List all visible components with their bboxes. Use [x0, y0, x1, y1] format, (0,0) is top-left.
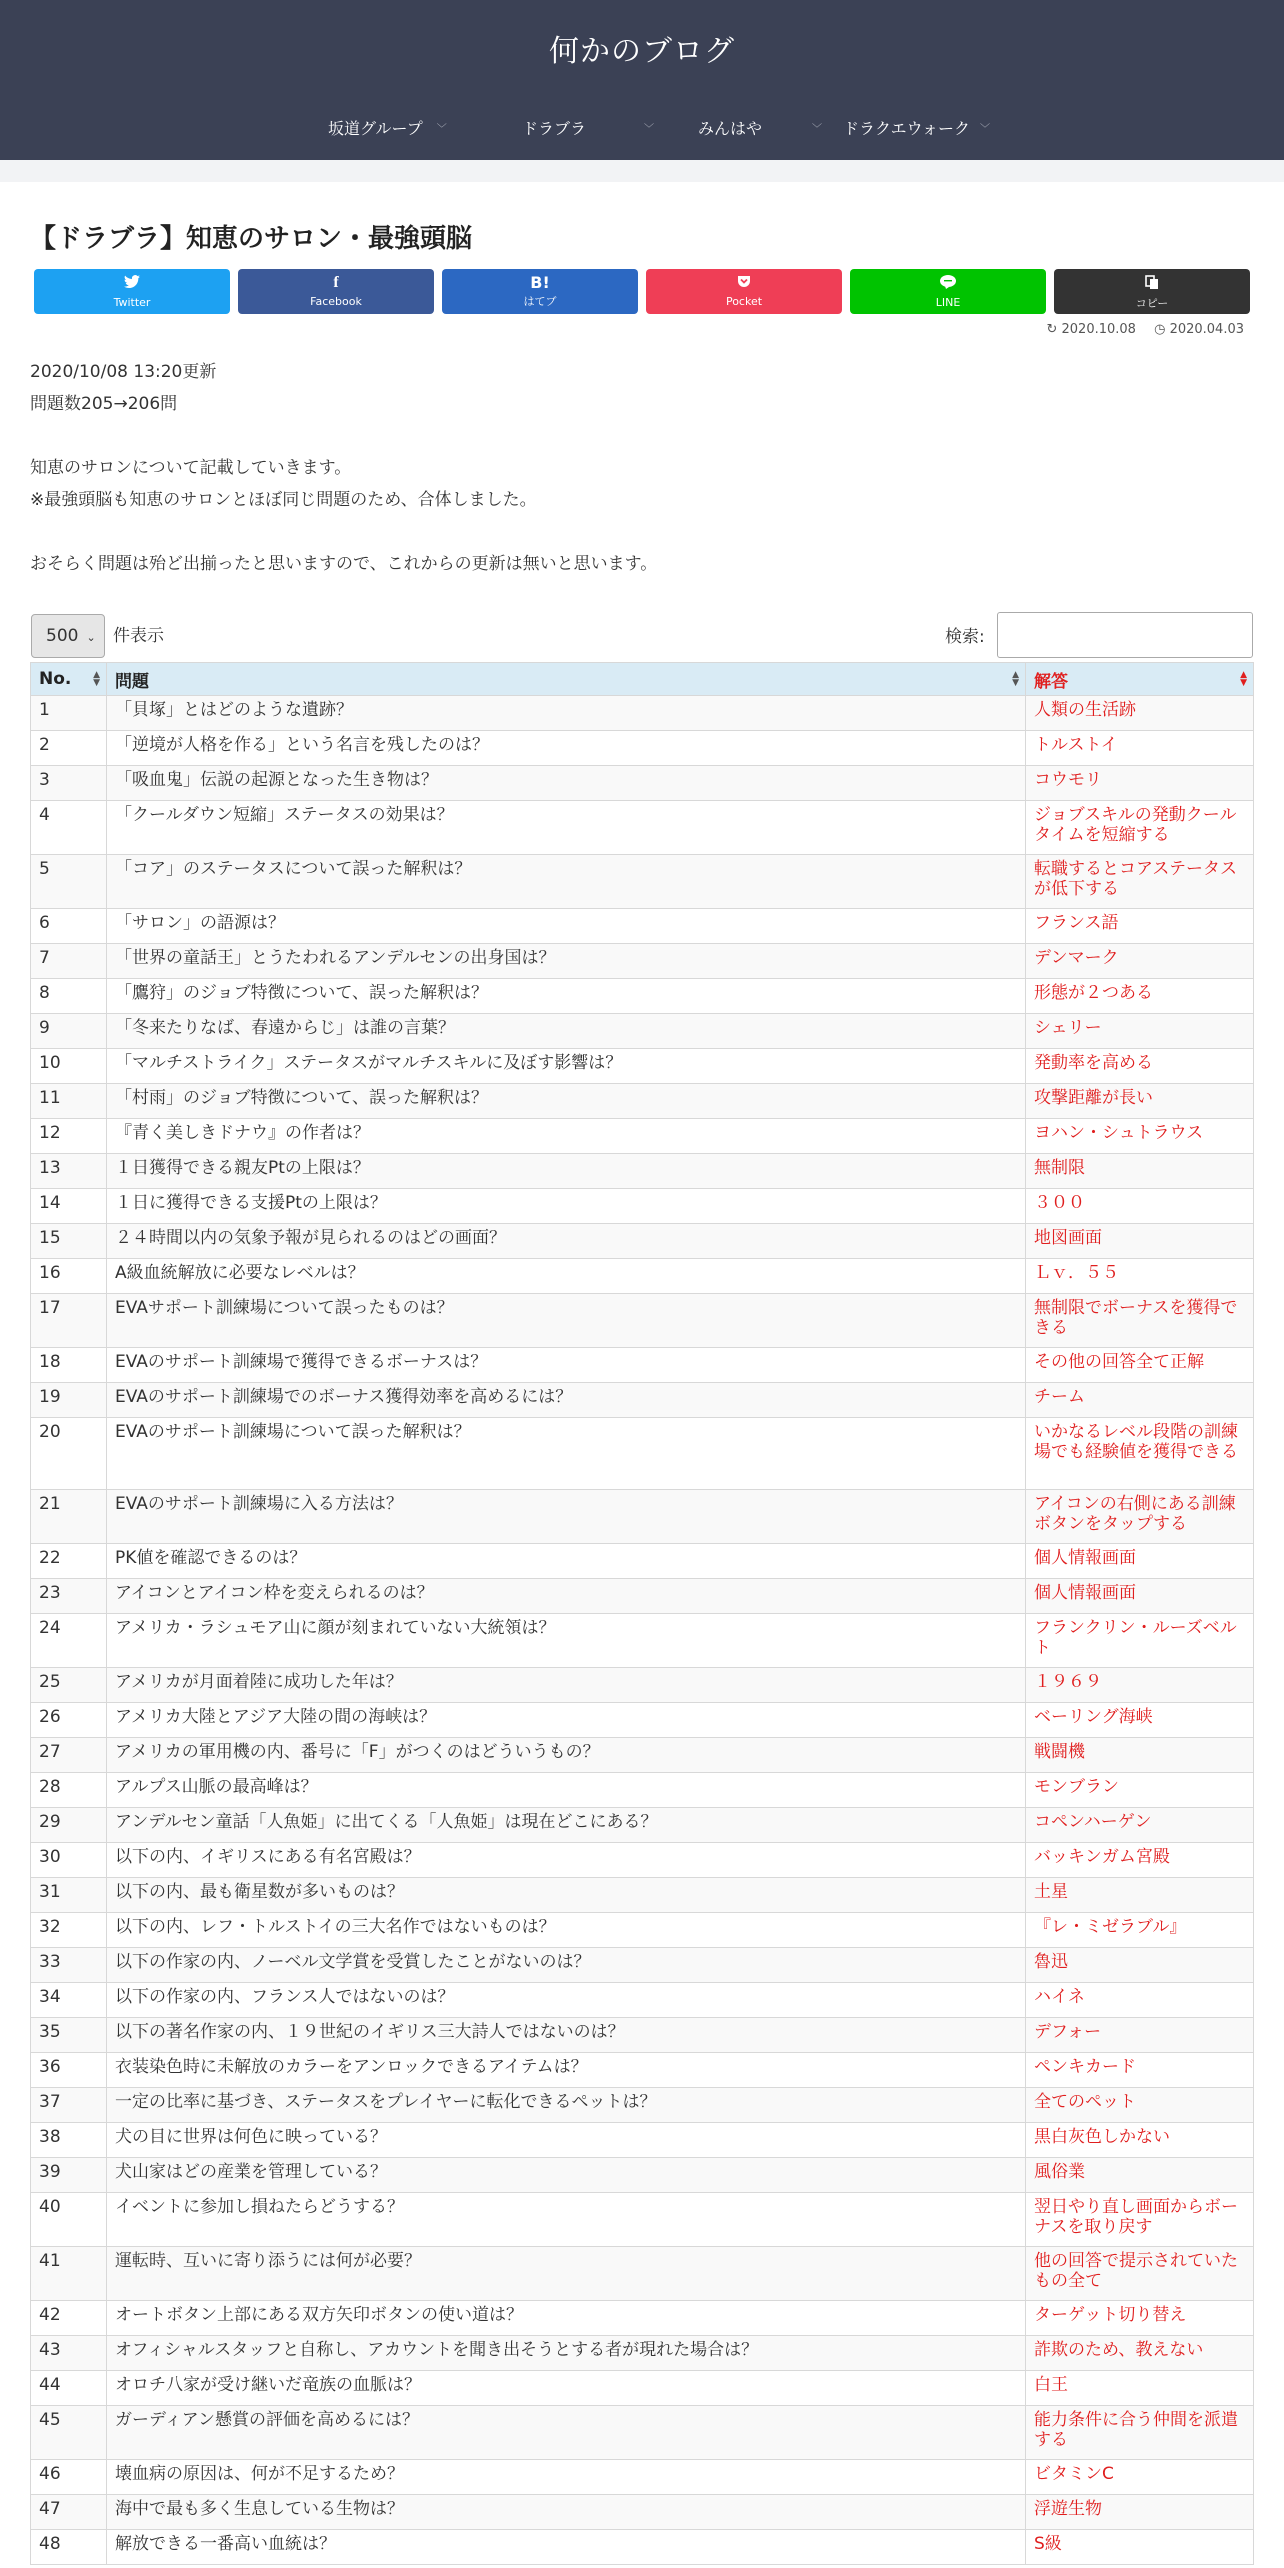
cell-answer: ペンキカード [1026, 2053, 1254, 2088]
cell-no: 11 [31, 1084, 107, 1119]
cell-answer: 黒白灰色しかない [1026, 2123, 1254, 2158]
post-title: 【ドラブラ】知恵のサロン・最強頭脳 [30, 224, 473, 254]
copy-icon [1054, 275, 1250, 293]
table-row [31, 1773, 1254, 1808]
sort-icon: ▲ ▼ [1240, 670, 1247, 688]
cell-question: 「サロン」の語源は？ [107, 909, 1026, 944]
cell-question: 「マルチストライク」ステータスがマルチスキルに及ぼす影響は？ [107, 1049, 1026, 1084]
table-row [31, 2193, 1254, 2247]
cell-no: 21 [31, 1490, 107, 1544]
hatena-icon: B! [530, 273, 550, 292]
cell-no: 29 [31, 1808, 107, 1843]
table-row [31, 2247, 1254, 2301]
cell-no: 36 [31, 2053, 107, 2088]
cell-no: 3 [31, 766, 107, 801]
chevron-down-icon: ﹀ [644, 124, 655, 135]
nav-label: みんはや [698, 119, 763, 138]
cell-answer: デフォー [1026, 2018, 1254, 2053]
nav-label: 坂道グループ [328, 119, 423, 138]
intro-line: 2020/10/08 13:20更新 [30, 362, 217, 382]
cell-no: 32 [31, 1913, 107, 1948]
table-row [31, 1913, 1254, 1948]
chevron-down-icon: ⌄ [86, 631, 96, 644]
cell-no: 4 [31, 801, 107, 855]
cell-no: 40 [31, 2193, 107, 2247]
share-label: Facebook [310, 295, 362, 308]
cell-question: 「冬来たりなば、春遠からじ」は誰の言葉？ [107, 1014, 1026, 1049]
nav-label: ドラクエウォーク [843, 119, 971, 138]
cell-answer: アイコンの右側にある訓練ボタンをタップする [1026, 1490, 1254, 1544]
table-row [31, 1490, 1254, 1544]
length-suffix: 件表示 [113, 626, 164, 646]
table-row [31, 731, 1254, 766]
table-row [31, 2158, 1254, 2193]
table-row [31, 2018, 1254, 2053]
cell-answer: ヨハン・シュトラウス [1026, 1119, 1254, 1154]
cell-answer: シェリー [1026, 1014, 1254, 1049]
table-row [31, 2371, 1254, 2406]
cell-no: 28 [31, 1773, 107, 1808]
cell-answer: ３００ [1026, 1189, 1254, 1224]
cell-no: 20 [31, 1418, 107, 1490]
cell-answer: 転職するとコアステータスが低下する [1026, 855, 1254, 909]
share-hatebu-button[interactable] [442, 269, 638, 314]
cell-no: 14 [31, 1189, 107, 1224]
post-intro [30, 356, 657, 580]
cell-question: オートボタン上部にある双方矢印ボタンの使い道は？ [107, 2301, 1026, 2336]
share-buttons [34, 269, 1250, 314]
cell-question: EVAのサポート訓練場で獲得できるボーナスは？ [107, 1348, 1026, 1383]
cell-question: 犬の目に世界は何色に映っている？ [107, 2123, 1026, 2158]
sort-icon: ▲ ▼ [93, 670, 100, 688]
cell-question: アルプス山脈の最高峰は？ [107, 1773, 1026, 1808]
cell-no: 16 [31, 1259, 107, 1294]
pocket-icon [646, 275, 842, 291]
cell-answer: Ｌｖ．５５ [1026, 1259, 1254, 1294]
cell-no: 6 [31, 909, 107, 944]
share-facebook-button[interactable] [238, 269, 434, 314]
cell-no: 34 [31, 1983, 107, 2018]
published-date: ◷ 2020.04.03 [1154, 322, 1244, 337]
table-row [31, 801, 1254, 855]
nav-item-dorabura[interactable] [522, 116, 654, 139]
cell-answer: 魯迅 [1026, 1948, 1254, 1983]
cell-no: 27 [31, 1738, 107, 1773]
cell-answer: フランクリン・ルーズベルト [1026, 1614, 1254, 1668]
cell-answer: 土星 [1026, 1878, 1254, 1913]
table-row [31, 909, 1254, 944]
cell-no: 35 [31, 2018, 107, 2053]
header-label: 問題 [115, 671, 149, 692]
sort-icon: ▲ ▼ [1012, 670, 1019, 688]
cell-answer: 白王 [1026, 2371, 1254, 2406]
table-row [31, 1224, 1254, 1259]
table-row [31, 1948, 1254, 1983]
table-row [31, 1014, 1254, 1049]
spacer [30, 420, 657, 452]
cell-answer: 発動率を高める [1026, 1049, 1254, 1084]
cell-no: 24 [31, 1614, 107, 1668]
cell-question: オロチ八家が受け継いだ竜族の血脈は？ [107, 2371, 1026, 2406]
nav-item-sakamichi[interactable] [328, 116, 447, 139]
cell-question: 以下の内、イギリスにある有名宮殿は？ [107, 1843, 1026, 1878]
share-label: Pocket [725, 295, 763, 308]
cell-answer: 人類の生活跡 [1026, 696, 1254, 731]
cell-question: 「鷹狩」のジョブ特徴について、誤った解釈は？ [107, 979, 1026, 1014]
cell-no: 31 [31, 1878, 107, 1913]
table-row [31, 2336, 1254, 2371]
cell-answer: 個人情報画面 [1026, 1544, 1254, 1579]
cell-no: 48 [31, 2530, 107, 2565]
chevron-down-icon: ﹀ [980, 124, 991, 135]
table-header-row [31, 663, 1254, 696]
nav-item-minhaya[interactable] [698, 116, 822, 139]
site-header [0, 0, 1284, 160]
site-title[interactable]: 何かのブログ [549, 34, 735, 69]
table-row [31, 1668, 1254, 1703]
cell-no: 30 [31, 1843, 107, 1878]
table-row [31, 2053, 1254, 2088]
intro-line: ※最強頭脳も知恵のサロンとほぼ同じ問題のため、合体しました。 [30, 490, 537, 510]
column-header-question[interactable] [107, 663, 1026, 696]
header-label: 解答 [1034, 671, 1068, 692]
post-dates [1032, 322, 1244, 337]
cell-no: 7 [31, 944, 107, 979]
share-twitter-button[interactable] [34, 269, 230, 314]
cell-answer: コペンハーゲン [1026, 1808, 1254, 1843]
cell-answer: チーム [1026, 1383, 1254, 1418]
cell-no: 22 [31, 1544, 107, 1579]
cell-answer: 無制限でボーナスを獲得できる [1026, 1294, 1254, 1348]
cell-question: 解放できる一番高い血統は？ [107, 2530, 1026, 2565]
cell-question: アメリカの軍用機の内、番号に「F」がつくのはどういうもの？ [107, 1738, 1026, 1773]
cell-no: 43 [31, 2336, 107, 2371]
table-row [31, 1119, 1254, 1154]
cell-question: 以下の内、最も衛星数が多いものは？ [107, 1878, 1026, 1913]
table-row [31, 855, 1254, 909]
table-row [31, 1084, 1254, 1119]
cell-question: アンデルセン童話「人魚姫」に出てくる「人魚姫」は現在どこにある？ [107, 1808, 1026, 1843]
cell-question: 「貝塚」とはどのような遺跡？ [107, 696, 1026, 731]
spacer [30, 516, 657, 548]
chevron-down-icon: ﹀ [436, 124, 447, 135]
table-row [31, 1878, 1254, 1913]
nav-item-dqwalk[interactable] [843, 116, 990, 139]
cell-answer: ターゲット切り替え [1026, 2301, 1254, 2336]
table-row [31, 2530, 1254, 2565]
cell-question: 衣装染色時に未解放のカラーをアンロックできるアイテムは？ [107, 2053, 1026, 2088]
intro-line: おそらく問題は殆ど出揃ったと思いますので、これからの更新は無いと思います。 [30, 554, 658, 574]
cell-no: 1 [31, 696, 107, 731]
cell-question: １日に獲得できる支援Ptの上限は？ [107, 1189, 1026, 1224]
cell-answer: 浮遊生物 [1026, 2495, 1254, 2530]
cell-answer: デンマーク [1026, 944, 1254, 979]
cell-answer: モンブラン [1026, 1773, 1254, 1808]
cell-answer: 地図画面 [1026, 1224, 1254, 1259]
table-row [31, 944, 1254, 979]
table-row [31, 1189, 1254, 1224]
cell-answer: トルストイ [1026, 731, 1254, 766]
cell-no: 18 [31, 1348, 107, 1383]
published-value: 2020.04.03 [1169, 322, 1244, 337]
cell-question: アイコンとアイコン枠を変えられるのは？ [107, 1579, 1026, 1614]
share-label: はてブ [523, 295, 557, 308]
cell-no: 23 [31, 1579, 107, 1614]
search-input[interactable] [997, 612, 1253, 658]
cell-answer: 風俗業 [1026, 2158, 1254, 2193]
cell-no: 41 [31, 2247, 107, 2301]
table-row [31, 979, 1254, 1014]
cell-answer: 翌日やり直し画面からボーナスを取り戻す [1026, 2193, 1254, 2247]
share-copy-button[interactable] [1054, 269, 1250, 314]
intro-line: 知恵のサロンについて記載していきます。 [30, 458, 352, 478]
cell-no: 13 [31, 1154, 107, 1189]
table-row [31, 1738, 1254, 1773]
cell-question: ガーディアン懸賞の評価を高めるには？ [107, 2406, 1026, 2460]
cell-question: 以下の著名作家の内、１９世紀のイギリス三大詩人ではないのは？ [107, 2018, 1026, 2053]
intro-line: 問題数205→206問 [30, 394, 178, 414]
cell-question: PK値を確認できるのは？ [107, 1544, 1026, 1579]
table-row [31, 1703, 1254, 1738]
table-row [31, 696, 1254, 731]
cell-no: 12 [31, 1119, 107, 1154]
cell-question: 『青く美しきドナウ』の作者は？ [107, 1119, 1026, 1154]
cell-answer: 個人情報画面 [1026, 1579, 1254, 1614]
table-row [31, 766, 1254, 801]
cell-no: 19 [31, 1383, 107, 1418]
table-row [31, 1049, 1254, 1084]
table-row [31, 1579, 1254, 1614]
line-icon [850, 275, 1046, 292]
cell-question: １日獲得できる親友Ptの上限は？ [107, 1154, 1026, 1189]
share-label: Twitter [113, 296, 151, 309]
cell-answer: S級 [1026, 2530, 1254, 2565]
global-nav [0, 116, 1284, 144]
share-line-button[interactable] [850, 269, 1046, 314]
cell-no: 26 [31, 1703, 107, 1738]
search-label: 検索: [945, 627, 985, 647]
cell-answer: 『レ・ミゼラブル』 [1026, 1913, 1254, 1948]
share-label: LINE [935, 296, 961, 309]
header-label: No. [39, 669, 72, 689]
cell-no: 9 [31, 1014, 107, 1049]
cell-answer: ベーリング海峡 [1026, 1703, 1254, 1738]
header-spacer [0, 160, 1284, 182]
cell-question: イベントに参加し損ねたらどうする？ [107, 2193, 1026, 2247]
cell-question: 犬山家はどの産業を管理している？ [107, 2158, 1026, 2193]
share-label: コピー [1135, 297, 1169, 310]
table-row [31, 1544, 1254, 1579]
table-row [31, 2406, 1254, 2460]
column-header-answer[interactable] [1026, 663, 1254, 696]
cell-question: 「村雨」のジョブ特徴について、誤った解釈は？ [107, 1084, 1026, 1119]
cell-question: 一定の比率に基づき、ステータスをプレイヤーに転化できるペットは？ [107, 2088, 1026, 2123]
updated-date: ↻ 2020.10.08 [1046, 322, 1136, 337]
column-header-no[interactable] [31, 663, 107, 696]
cell-question: 以下の内、レフ・トルストイの三大名作ではないものは？ [107, 1913, 1026, 1948]
table-length-control [31, 614, 164, 658]
cell-no: 33 [31, 1948, 107, 1983]
cell-no: 17 [31, 1294, 107, 1348]
table-row [31, 1154, 1254, 1189]
cell-no: 37 [31, 2088, 107, 2123]
table-row [31, 1348, 1254, 1383]
cell-no: 38 [31, 2123, 107, 2158]
cell-answer: バッキンガム宮殿 [1026, 1843, 1254, 1878]
cell-question: 海中で最も多く生息している生物は？ [107, 2495, 1026, 2530]
table-row [31, 2460, 1254, 2495]
table-row [31, 2123, 1254, 2158]
nav-label: ドラブラ [522, 119, 587, 138]
cell-answer: ビタミンC [1026, 2460, 1254, 2495]
cell-question: オフィシャルスタッフと自称し、アカウントを聞き出そうとする者が現れた場合は？ [107, 2336, 1026, 2371]
cell-no: 10 [31, 1049, 107, 1084]
cell-answer: 攻撃距離が長い [1026, 1084, 1254, 1119]
cell-question: 「逆境が人格を作る」という名言を残したのは？ [107, 731, 1026, 766]
cell-no: 25 [31, 1668, 107, 1703]
cell-answer: ジョブスキルの発動クールタイムを短縮する [1026, 801, 1254, 855]
chevron-down-icon: ﹀ [812, 124, 823, 135]
qa-table [30, 662, 1254, 2565]
cell-answer: いかなるレベル段階の訓練場でも経験値を獲得できる [1026, 1418, 1254, 1490]
cell-answer: 無制限 [1026, 1154, 1254, 1189]
cell-question: 以下の作家の内、フランス人ではないのは？ [107, 1983, 1026, 2018]
cell-no: 45 [31, 2406, 107, 2460]
facebook-icon: f [333, 274, 339, 291]
table-row [31, 1418, 1254, 1490]
table-row [31, 2495, 1254, 2530]
table-row [31, 2088, 1254, 2123]
cell-question: EVAサポート訓練場について誤ったものは？ [107, 1294, 1026, 1348]
cell-question: EVAのサポート訓練場でのボーナス獲得効率を高めるには？ [107, 1383, 1026, 1418]
cell-no: 47 [31, 2495, 107, 2530]
table-body [31, 696, 1254, 2565]
cell-question: アメリカ・ラシュモア山に顔が刻まれていない大統領は？ [107, 1614, 1026, 1668]
cell-question: 運転時、互いに寄り添うには何が必要？ [107, 2247, 1026, 2301]
table-row [31, 1294, 1254, 1348]
updated-value: 2020.10.08 [1061, 322, 1136, 337]
table-row [31, 1259, 1254, 1294]
cell-question: A級血統解放に必要なレベルは？ [107, 1259, 1026, 1294]
cell-no: 2 [31, 731, 107, 766]
cell-answer: 他の回答で提示されていたもの全て [1026, 2247, 1254, 2301]
length-value: 500 [46, 626, 79, 646]
share-pocket-button[interactable] [646, 269, 842, 314]
cell-question: ２４時間以内の気象予報が見られるのはどの画面？ [107, 1224, 1026, 1259]
cell-question: EVAのサポート訓練場について誤った解釈は？ [107, 1418, 1026, 1490]
twitter-icon [34, 275, 230, 292]
cell-question: 以下の作家の内、ノーベル文学賞を受賞したことがないのは？ [107, 1948, 1026, 1983]
cell-no: 46 [31, 2460, 107, 2495]
cell-question: アメリカが月面着陸に成功した年は？ [107, 1668, 1026, 1703]
cell-no: 42 [31, 2301, 107, 2336]
cell-question: 「クールダウン短縮」ステータスの効果は？ [107, 801, 1026, 855]
cell-answer: その他の回答全て正解 [1026, 1348, 1254, 1383]
cell-question: 「コア」のステータスについて誤った解釈は？ [107, 855, 1026, 909]
cell-question: 「世界の童話王」とうたわれるアンデルセンの出身国は？ [107, 944, 1026, 979]
cell-answer: 詐欺のため、教えない [1026, 2336, 1254, 2371]
cell-question: EVAのサポート訓練場に入る方法は？ [107, 1490, 1026, 1544]
cell-question: 壊血病の原因は、何が不足するため？ [107, 2460, 1026, 2495]
cell-answer: 戦闘機 [1026, 1738, 1254, 1773]
cell-answer: フランス語 [1026, 909, 1254, 944]
table-row [31, 1983, 1254, 2018]
table-row [31, 1614, 1254, 1668]
cell-answer: 能力条件に合う仲間を派遣する [1026, 2406, 1254, 2460]
table-row [31, 1843, 1254, 1878]
cell-question: 「吸血鬼」伝説の起源となった生き物は？ [107, 766, 1026, 801]
cell-no: 39 [31, 2158, 107, 2193]
cell-answer: １９６９ [1026, 1668, 1254, 1703]
cell-answer: 全てのペット [1026, 2088, 1254, 2123]
length-select[interactable] [31, 614, 105, 658]
cell-answer: ハイネ [1026, 1983, 1254, 2018]
cell-no: 5 [31, 855, 107, 909]
cell-no: 44 [31, 2371, 107, 2406]
cell-no: 15 [31, 1224, 107, 1259]
table-row [31, 2301, 1254, 2336]
cell-answer: コウモリ [1026, 766, 1254, 801]
cell-question: アメリカ大陸とアジア大陸の間の海峡は？ [107, 1703, 1026, 1738]
cell-answer: 形態が２つある [1026, 979, 1254, 1014]
table-row [31, 1383, 1254, 1418]
table-row [31, 1808, 1254, 1843]
cell-no: 8 [31, 979, 107, 1014]
